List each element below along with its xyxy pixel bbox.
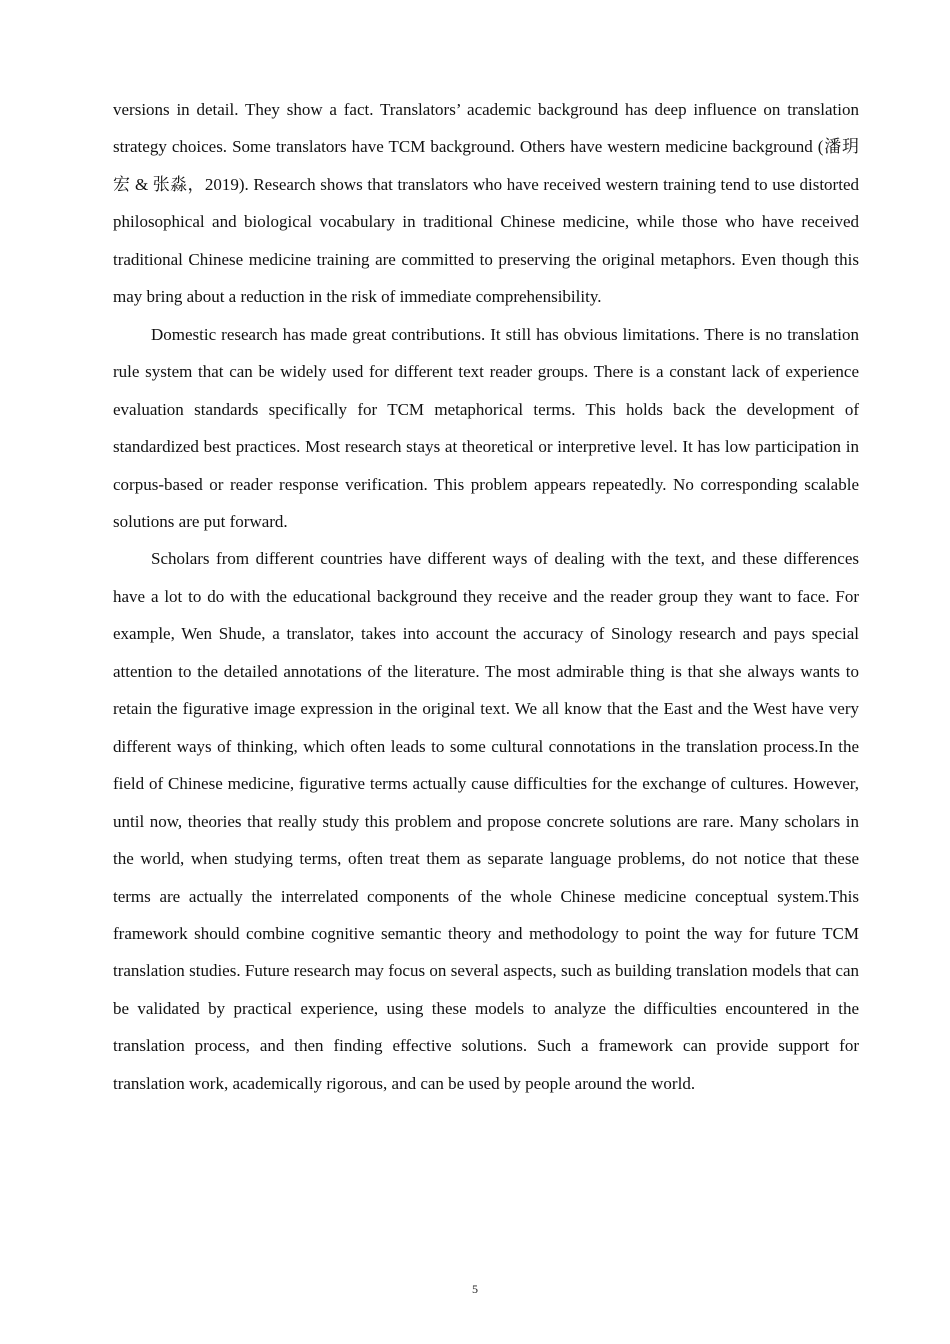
body-text: [113, 91, 859, 1102]
paragraph-continuation: versions in detail. They show a fact. Translators’ academic background has deep influence on translation strategy choices. Some translators have TCM background. Others have western medicine background (潘玥宏 & 张淼，2019). Research shows that translators who have received western training tend to use distorted philosophical and biological vocabulary in traditional Chinese medicine, while those who have received traditional Chinese medicine training are committed to preserving the original metaphors. Even though this may bring about a reduction in the risk of immediate comprehensibility.: [113, 100, 859, 307]
page-number: 5: [472, 1282, 478, 1296]
paragraph-domestic-research: Domestic research has made great contributions. It still has obvious limitations. There is no translation rule system that can be widely used for different text reader groups. There is a constant lack of experience evaluation standards specifically for TCM metaphorical terms. This holds back the development of standardized best practices. Most research stays at theoretical or interpretive level. It has low participation in corpus-based or reader response verification. This problem appears repeatedly. No corresponding scalable solutions are put forward.: [113, 324, 859, 531]
paragraph-scholars: Scholars from different countries have different ways of dealing with the text, and these differences have a lot to do with the educational background they receive and the reader group they want to face. For example, Wen Shude, a translator, takes into account the accuracy of Sinology research and pays special attention to the detailed annotations of the literature. The most admirable thing is that she always wants to retain the figurative image expression in the original text. We all know that the East and the West have very different ways of thinking, which often leads to some cultural connotations in the translation process.In the field of Chinese medicine, figurative terms actually cause difficulties for the exchange of cultures. However, until now, theories that really study this problem and propose concrete solutions are rare. Many scholars in the world, when studying terms, often treat them as separate language problems, do not notice that these terms are actually the interrelated components of the whole Chinese medicine conceptual system.This framework should combine cognitive semantic theory and methodology to point the way for future TCM translation studies. Future research may focus on several aspects, such as building translation models that can be validated by practical experience, using these models to analyze the difficulties encountered in the translation process, and then finding effective solutions. Such a framework can provide support for translation work, academically rigorous, and can be used by people around the world.: [113, 549, 859, 1093]
